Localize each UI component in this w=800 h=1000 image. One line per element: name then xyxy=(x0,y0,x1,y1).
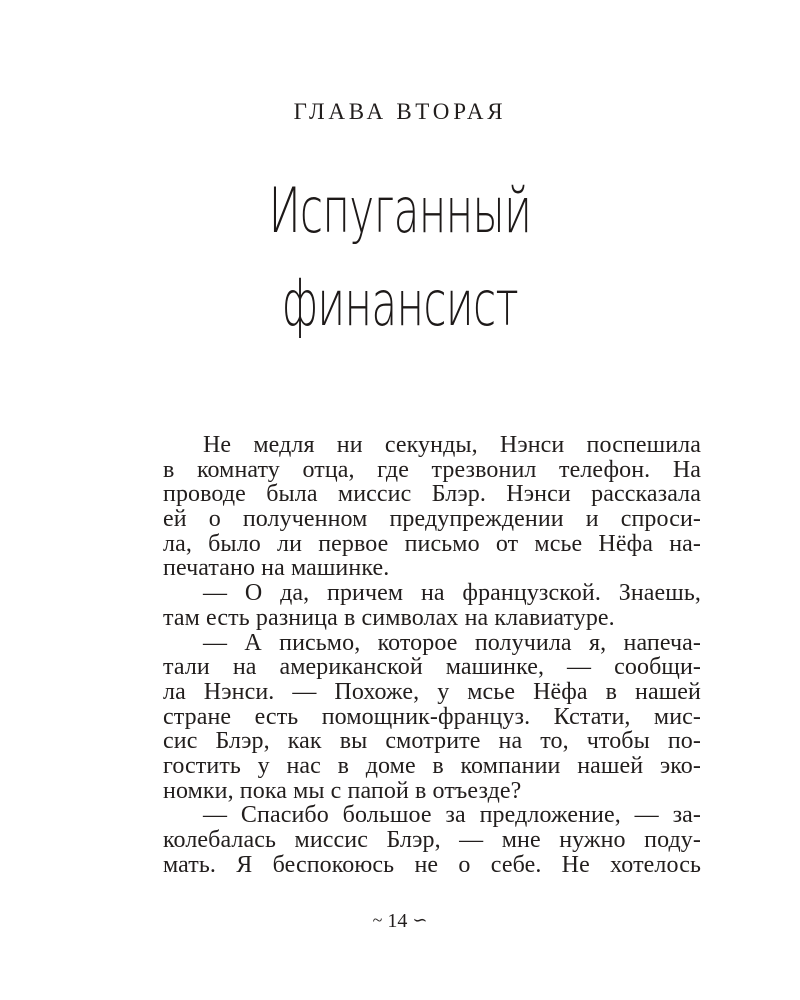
text-line: гостить у нас в доме в компании нашей эко- xyxy=(163,752,701,779)
text-line: мать. Я беспокоюсь не о себе. Не хотелось xyxy=(163,851,701,878)
text-line: ла Нэнси. — Похоже, у мсье Нёфа в нашей xyxy=(163,678,701,705)
text-line: проводе была миссис Блэр. Нэнси рассказала xyxy=(163,481,701,508)
text-line: Не медля ни секунды, Нэнси поспешила xyxy=(203,432,701,458)
chapter-title xyxy=(128,164,672,350)
chapter-title-line-1: Испуганный xyxy=(268,174,532,247)
text-line: в комнату отца, где трезвонил телефон. На xyxy=(163,456,701,483)
text-line: ей о полученном предупреждении и спроси- xyxy=(163,506,701,533)
text-line: — А письмо, которое получила я, напеча- xyxy=(203,629,701,656)
text-line: — Спасибо большое за предложение, — за- xyxy=(203,802,701,829)
text-line: номки, пока мы с папой в отъезде? xyxy=(163,777,522,804)
text-line: там есть разница в символах на клавиатуре. xyxy=(163,604,615,631)
ornament-right-icon: ∽ xyxy=(412,910,428,930)
chapter-title-line-2: финансист xyxy=(282,267,518,340)
text-line: — О да, причем на французской. Знаешь, xyxy=(203,580,701,607)
text-line: ла, было ли первое письмо от мсье Нёфа на- xyxy=(163,530,701,557)
chapter-label: ГЛАВА ВТОРАЯ xyxy=(293,99,507,124)
text-line: колебалась миссис Блэр, — мне нужно поду- xyxy=(163,827,701,853)
text-line: печатано на машинке. xyxy=(163,555,390,582)
text-line: стране есть помощник-француз. Кстати, мис- xyxy=(163,703,701,730)
text-line: тали на американской машинке, — сообщи- xyxy=(163,654,701,681)
text-line: сис Блэр, как вы смотрите на то, чтобы по- xyxy=(163,728,701,755)
page-number: 14 xyxy=(387,910,408,932)
ornament-left-icon: ~ xyxy=(372,910,383,930)
page-number-footer xyxy=(0,908,800,933)
chapter-body-text xyxy=(163,433,701,877)
